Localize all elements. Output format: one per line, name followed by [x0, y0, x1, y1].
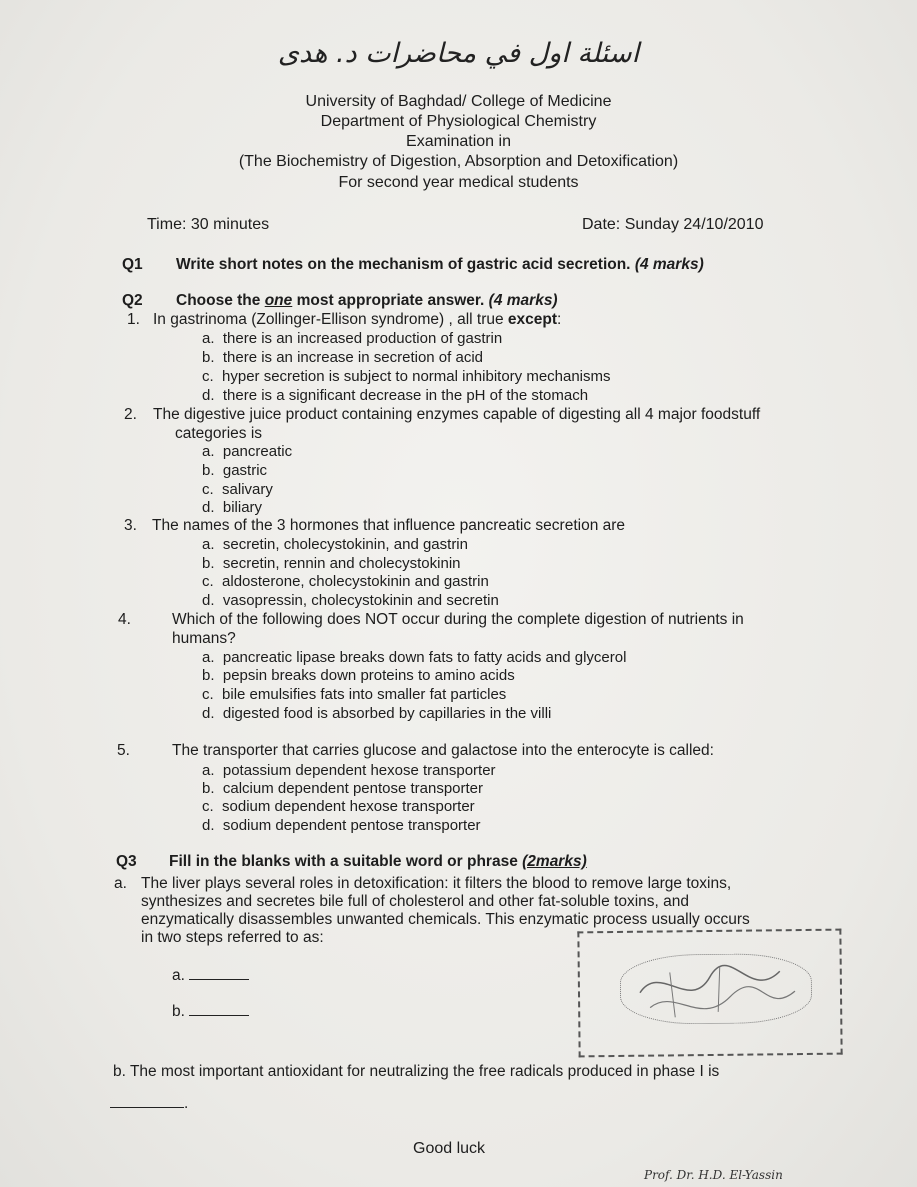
q2-marks: (4 marks) [488, 292, 558, 309]
q2-item2-stem: The digestive juice product containing enzymes capable of digesting all 4 major foodstuff [153, 406, 761, 423]
q2-item4-stem: Which of the following does NOT occur during the complete digestion of nutrients in [172, 611, 744, 628]
q3-part-a-line4: in two steps referred to as: [141, 929, 324, 946]
option-letter: a. [202, 330, 215, 347]
official-stamp [577, 929, 842, 1058]
q2-text-b: most appropriate answer. [292, 292, 485, 309]
blank-b-label: b. [172, 1003, 185, 1020]
option-letter: d. [202, 705, 215, 722]
q2-item3-option-b [202, 555, 461, 572]
q1-marks: (4 marks) [634, 256, 704, 273]
option-text: pepsin breaks down proteins to amino acids [222, 667, 515, 684]
option-text: calcium dependent pentose transporter [222, 780, 484, 797]
option-text: secretin, cholecystokinin, and gastrin [222, 536, 468, 553]
blank-a-label: a. [172, 967, 185, 984]
good-luck: Good luck [413, 1140, 486, 1157]
q2-item1-number: 1. [127, 311, 140, 328]
option-letter: d. [202, 387, 215, 404]
q1-number: Q1 [122, 256, 143, 273]
q2-item1-stem-text: In gastrinoma (Zollinger-Ellison syndrome) , all true [153, 311, 508, 328]
option-text: there is an increased production of gastrin [222, 330, 503, 347]
q2-item4-stem-cont: humans? [172, 630, 236, 647]
answer-blank [189, 1005, 249, 1016]
q2-item1-stem [153, 311, 561, 329]
option-letter: d. [202, 817, 215, 834]
option-letter: c. [202, 573, 214, 590]
q3-blank-b [172, 1003, 249, 1021]
q2-item2-option-b [202, 462, 267, 479]
stamp-scribble-icon [579, 931, 844, 1060]
answer-blank [189, 969, 249, 980]
q2-item1-stem-bold: except [507, 311, 558, 328]
q3-part-a-letter: a. [114, 875, 127, 892]
option-text: sodium dependent pentose transporter [222, 817, 481, 834]
header-students: For second year medical students [338, 174, 579, 191]
q2-text-one: one [264, 292, 293, 309]
signature: Prof. Dr. H.D. El-Yassin [644, 1168, 783, 1182]
option-text: there is a significant decrease in the pH of the stomach [222, 387, 589, 404]
option-letter: b. [202, 462, 215, 479]
option-text: hyper secretion is subject to normal inhibitory mechanisms [222, 368, 611, 385]
q2-item1-option-b [202, 349, 483, 366]
option-text: gastric [222, 462, 268, 479]
q2-item5-option-b [202, 780, 483, 797]
option-letter: a. [202, 536, 215, 553]
q2-item5-option-a [202, 762, 496, 779]
option-letter: c. [202, 481, 214, 498]
option-letter: b. [202, 780, 215, 797]
q2-item1-option-a [202, 330, 502, 347]
q2-item4-option-a [202, 649, 626, 666]
option-letter: c. [202, 798, 214, 815]
q3-question: Fill in the blanks with a suitable word or phrase [169, 853, 518, 870]
option-text: sodium dependent hexose transporter [222, 798, 475, 815]
option-text: biliary [222, 499, 263, 516]
q2-item5-option-c [202, 798, 475, 815]
q3-part-a-line3: enzymatically disassembles unwanted chemicals. This enzymatic process usually occurs [141, 911, 750, 928]
q1-text [176, 256, 704, 274]
header-subject: (The Biochemistry of Digestion, Absorption and Detoxification) [238, 153, 679, 170]
q2-item2-option-d [202, 499, 262, 516]
q2-item2-option-c [202, 481, 273, 498]
exam-time: Time: 30 minutes [147, 216, 270, 233]
option-text: bile emulsifies fats into smaller fat particles [222, 686, 507, 703]
header-university: University of Baghdad/ College of Medicine [305, 93, 612, 110]
option-text: there is an increase in secretion of acid [222, 349, 484, 366]
q2-item3-option-c [202, 573, 489, 590]
option-text: pancreatic [222, 443, 293, 460]
handwritten-arabic-title: اسئلة اول في محاضرات د. هدى [277, 38, 640, 69]
q3-text [169, 853, 587, 871]
option-letter: a. [202, 762, 215, 779]
q2-item1-stem-end: : [557, 311, 562, 328]
option-letter: c. [202, 686, 214, 703]
q2-item5-option-d [202, 817, 481, 834]
option-text: digested food is absorbed by capillaries in the villi [222, 705, 552, 722]
q3-part-a-line2: synthesizes and secretes bile full of cholesterol and other fat-soluble toxins, and [141, 893, 689, 910]
option-text: salivary [222, 481, 273, 498]
q2-item3-option-d [202, 592, 499, 609]
q1-question: Write short notes on the mechanism of gastric acid secretion. [176, 256, 631, 273]
option-text: aldosterone, cholecystokinin and gastrin [222, 573, 489, 590]
q2-number: Q2 [122, 292, 143, 309]
q2-item2-option-a [202, 443, 292, 460]
header-examination: Examination in [406, 133, 511, 150]
q2-item3-option-a [202, 536, 468, 553]
option-text: pancreatic lipase breaks down fats to fatty acids and glycerol [222, 649, 627, 666]
option-letter: b. [202, 555, 215, 572]
option-text: vasopressin, cholecystokinin and secretin [222, 592, 499, 609]
option-letter: d. [202, 592, 215, 609]
q2-item2-stem-cont: categories is [175, 425, 263, 442]
q3-part-a-line1: The liver plays several roles in detoxification: it filters the blood to remove large toxins, [141, 875, 732, 892]
option-letter: a. [202, 443, 215, 460]
q2-text-a: Choose the [176, 292, 265, 309]
q2-item2-number: 2. [124, 406, 137, 423]
option-letter: d. [202, 499, 215, 516]
option-letter: b. [202, 349, 215, 366]
option-text: secretin, rennin and cholecystokinin [222, 555, 461, 572]
q3-blank-a [172, 967, 249, 985]
q2-item4-option-b [202, 667, 515, 684]
q2-item3-stem: The names of the 3 hormones that influence pancreatic secretion are [152, 517, 626, 534]
q3-number: Q3 [116, 853, 137, 870]
q2-item1-option-d [202, 387, 588, 404]
blank-end: . [184, 1095, 189, 1112]
q2-item4-option-c [202, 686, 506, 703]
q2-text [176, 292, 558, 310]
exam-date: Date: Sunday 24/10/2010 [582, 216, 764, 233]
option-letter: b. [202, 667, 215, 684]
header-department: Department of Physiological Chemistry [320, 113, 597, 130]
q2-item5-stem: The transporter that carries glucose and galactose into the enterocyte is called: [172, 742, 714, 759]
q2-item3-number: 3. [124, 517, 137, 534]
q2-item1-option-c [202, 368, 611, 385]
q2-item5-number: 5. [117, 742, 130, 759]
q2-item4-option-d [202, 705, 551, 722]
option-letter: a. [202, 649, 215, 666]
option-letter: c. [202, 368, 214, 385]
q3-marks: (2marks) [522, 853, 587, 870]
q2-item4-number: 4. [118, 611, 131, 628]
answer-blank [110, 1097, 184, 1108]
option-text: potassium dependent hexose transporter [222, 762, 496, 779]
q3-part-b: b. The most important antioxidant for neutralizing the free radicals produced in phase I is [113, 1063, 720, 1080]
q3-part-b-blank [110, 1095, 188, 1113]
